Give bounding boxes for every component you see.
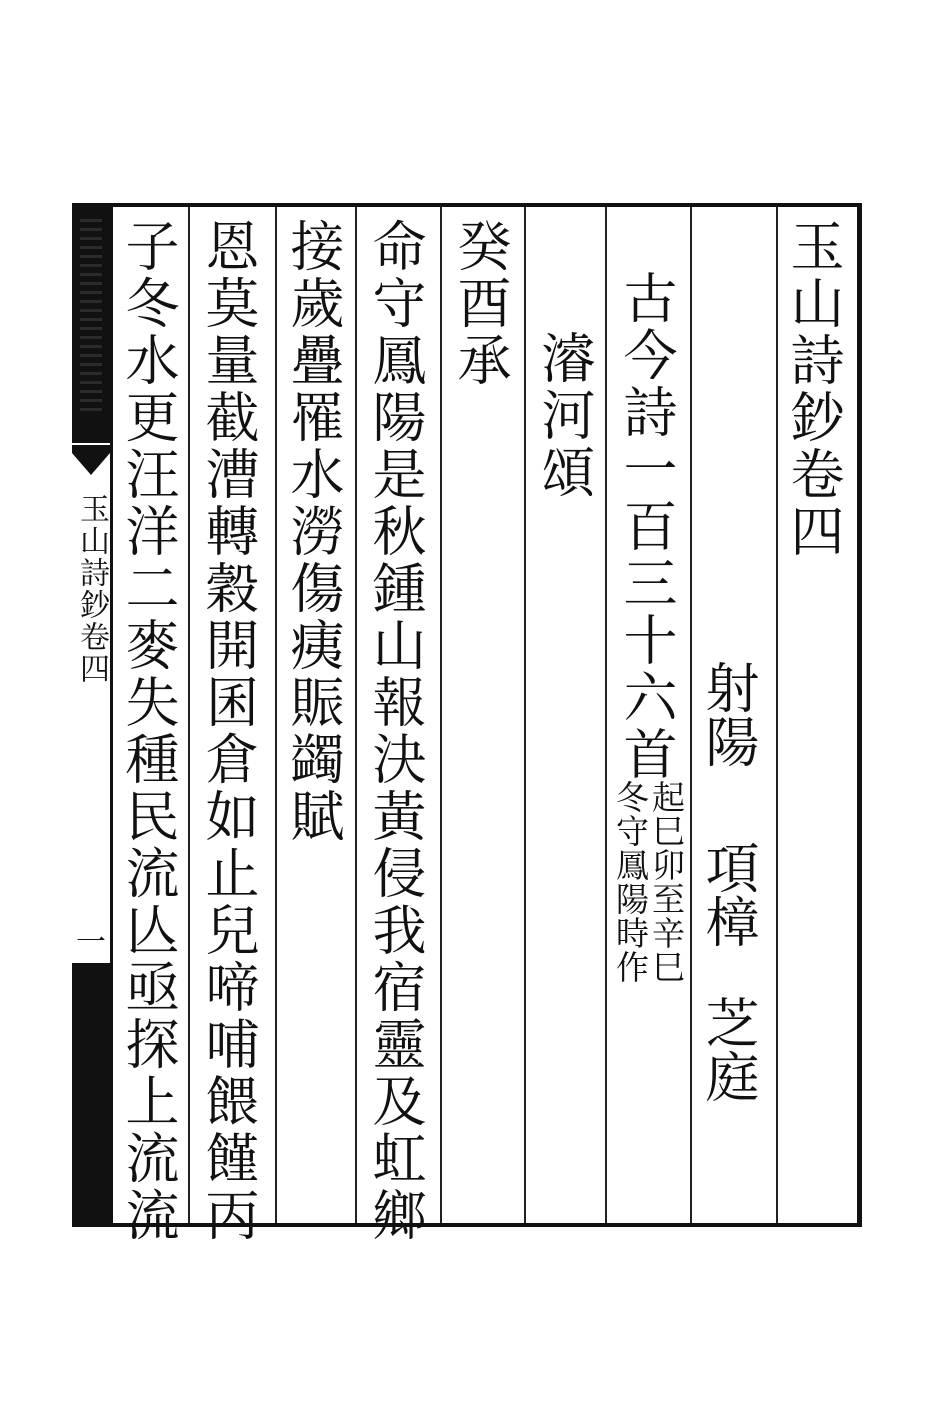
text-line-4: 子冬水更汪洋二麥失種民流亾亟探上流流 bbox=[117, 218, 180, 1244]
author-place: 射陽 bbox=[697, 660, 760, 768]
column-rule bbox=[776, 207, 778, 1223]
black-mouth-bottom bbox=[72, 963, 110, 1227]
column-rule bbox=[690, 207, 692, 1223]
column-rule bbox=[355, 207, 357, 1223]
black-mouth-top bbox=[72, 203, 110, 443]
note-line-b: 冬守鳳陽時作 bbox=[611, 780, 650, 984]
fold-column-title: 玉山詩鈔卷四 bbox=[74, 493, 109, 685]
poem-title: 濬河頌 bbox=[533, 330, 596, 501]
leaf-number: 一 bbox=[76, 925, 106, 960]
column-rule bbox=[275, 207, 277, 1223]
preface-start: 癸酉承 bbox=[449, 218, 512, 389]
fold-column-rule bbox=[110, 203, 113, 1227]
column-rule bbox=[524, 207, 526, 1223]
author-surname: 項樟 bbox=[697, 840, 760, 948]
text-line-2: 接歲疊罹水澇傷痍賑蠲賦 bbox=[282, 218, 345, 845]
column-rule bbox=[188, 207, 190, 1223]
author-name: 芝庭 bbox=[697, 995, 760, 1103]
column-rule bbox=[440, 207, 442, 1223]
section-title: 古今詩一百三十六首 bbox=[615, 270, 678, 783]
book-title: 玉山詩鈔卷四 bbox=[782, 218, 845, 560]
column-rule bbox=[605, 207, 607, 1223]
text-line-1: 命守鳳陽是秋鍾山報決黃侵我宿靈及虹鄉 bbox=[364, 218, 427, 1244]
text-line-3: 恩莫量截漕轉穀開囷倉如止兒啼哺餵饉丙 bbox=[197, 218, 260, 1244]
fold-column bbox=[72, 203, 110, 1227]
note-line-a: 起巳卯至辛巳 bbox=[647, 780, 686, 984]
fishtail-icon bbox=[72, 445, 110, 485]
